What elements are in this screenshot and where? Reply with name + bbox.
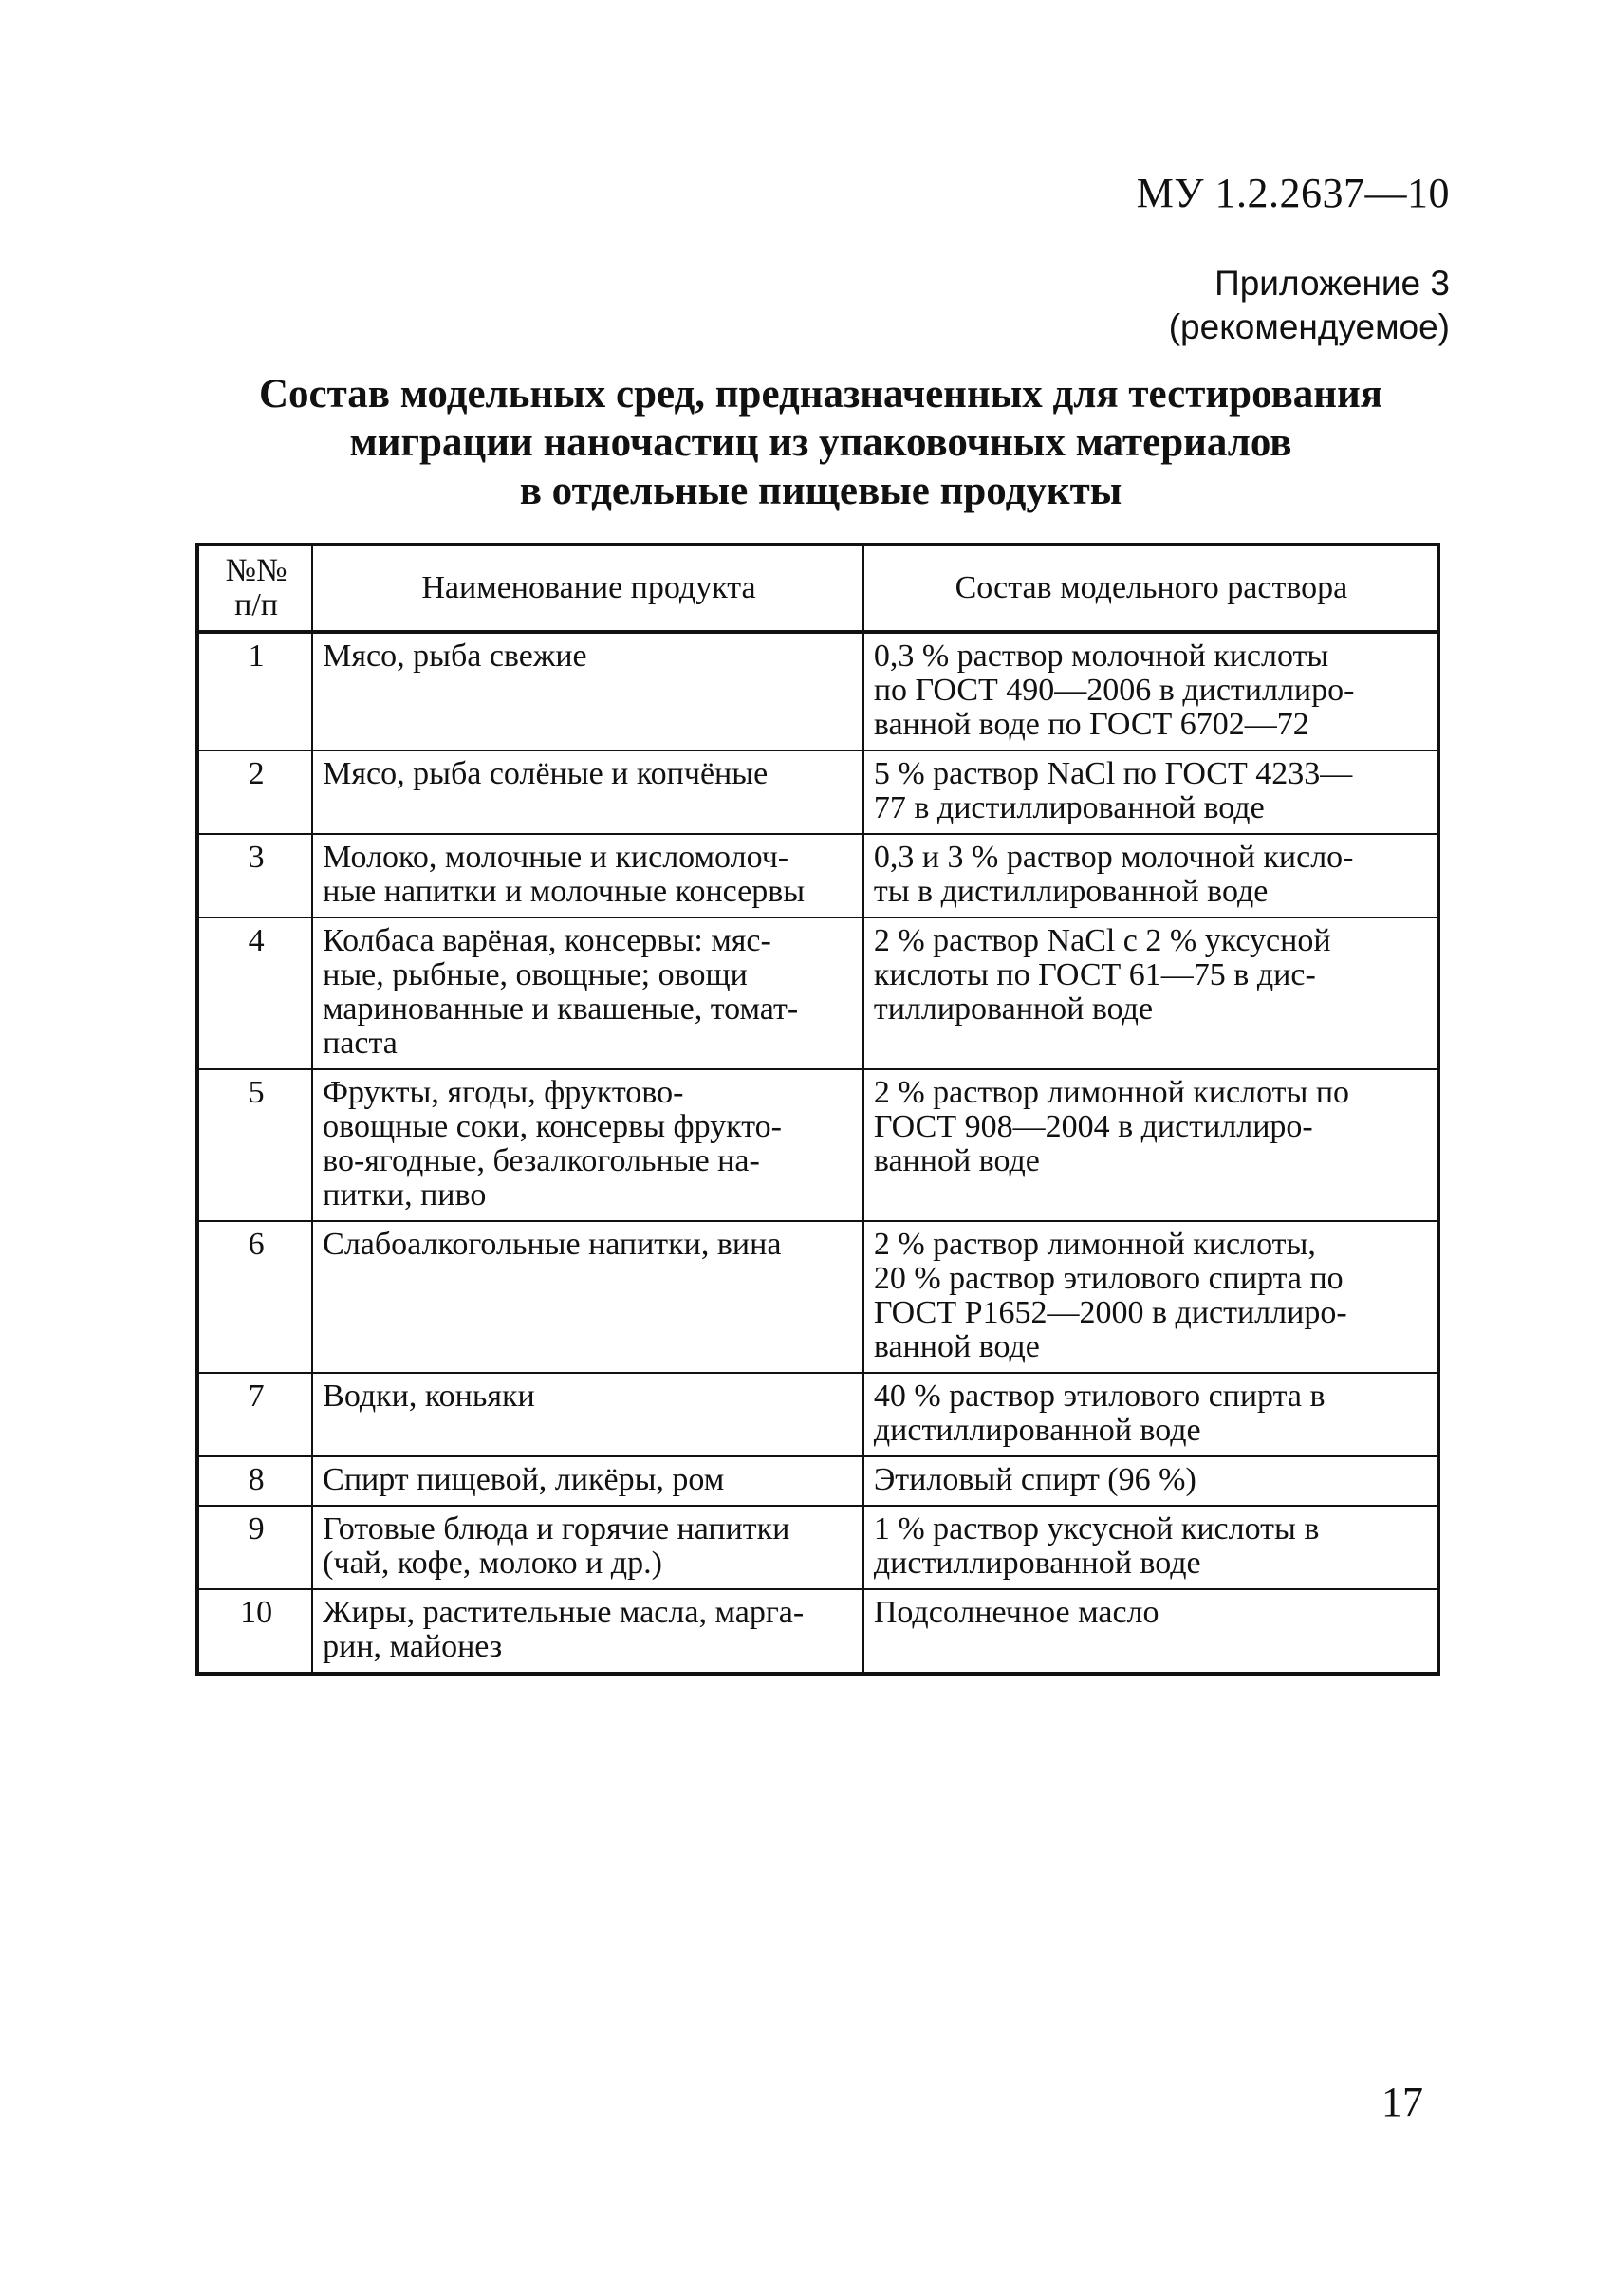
product-name: [312, 834, 863, 917]
solution-composition: [863, 1506, 1438, 1589]
header-product: Наименование продукта: [312, 545, 863, 632]
title-line-2: миграции наночастиц из упаковочных материалов: [349, 420, 1292, 465]
table-title: [190, 370, 1452, 515]
product-line: ные напитки и молочные консервы: [323, 874, 806, 909]
product-line: маринованные и квашеные, томат-: [323, 991, 799, 1027]
product-line: Молоко, молочные и кисломолоч-: [323, 840, 789, 875]
solution-line: 2 % раствор лимонной кислоты по: [873, 1075, 1350, 1110]
solution-line: Подсолнечное масло: [873, 1595, 1159, 1630]
solution-line: ванной воде по ГОСТ 6702—72: [873, 707, 1309, 742]
product-line: рин, майонез: [323, 1629, 503, 1664]
product-name: [312, 1506, 863, 1589]
appendix-label: [1169, 262, 1450, 349]
solution-line: ты в дистиллированной воде: [873, 874, 1269, 909]
product-name: [312, 1589, 863, 1674]
product-line: Слабоалкогольные напитки, вина: [323, 1227, 782, 1262]
solution-composition: [863, 750, 1438, 834]
product-line: питки, пиво: [323, 1177, 487, 1213]
product-line: Спирт пищевой, ликёры, ром: [323, 1462, 725, 1497]
appendix-status: (рекомендуемое): [1168, 307, 1450, 346]
solution-composition: [863, 1456, 1438, 1506]
product-line: ные, рыбные, овощные; овощи: [323, 957, 748, 992]
row-number: 7: [197, 1373, 312, 1456]
title-line-3: в отдельные пищевые продукты: [519, 469, 1122, 513]
product-line: (чай, кофе, молоко и др.): [323, 1546, 662, 1581]
row-number: 9: [197, 1506, 312, 1589]
solution-composition: [863, 1221, 1438, 1373]
page-number: 17: [1381, 2079, 1423, 2125]
row-number: 10: [197, 1589, 312, 1674]
table-row: [197, 1221, 1438, 1373]
solution-composition: [863, 917, 1438, 1069]
solution-line: ванной воде: [873, 1143, 1040, 1178]
table-row: [197, 1069, 1438, 1221]
row-number: 5: [197, 1069, 312, 1221]
table-row: [197, 1456, 1438, 1506]
product-name: [312, 1456, 863, 1506]
solution-line: по ГОСТ 490—2006 в дистиллиро-: [873, 673, 1355, 708]
product-name: [312, 1373, 863, 1456]
product-line: Готовые блюда и горячие напитки: [323, 1511, 790, 1546]
solution-line: дистиллированной воде: [873, 1413, 1201, 1448]
product-line: Водки, коньяки: [323, 1379, 535, 1414]
row-number: 6: [197, 1221, 312, 1373]
table-row: [197, 1506, 1438, 1589]
solution-line: 20 % раствор этилового спирта по: [873, 1261, 1344, 1296]
product-name: [312, 917, 863, 1069]
solution-composition: [863, 1373, 1438, 1456]
row-number: 1: [197, 632, 312, 750]
product-line: Жиры, растительные масла, марга-: [323, 1595, 805, 1630]
header-solution: Состав модельного раствора: [863, 545, 1438, 632]
solution-composition: [863, 1589, 1438, 1674]
product-line: Колбаса варёная, консервы: мяс-: [323, 923, 771, 958]
table-body: [197, 632, 1438, 1674]
solution-line: 40 % раствор этилового спирта в: [873, 1379, 1326, 1414]
solution-line: дистиллированной воде: [873, 1546, 1201, 1581]
row-number: 8: [197, 1456, 312, 1506]
title-line-1: Состав модельных сред, предназначенных для тестирования: [258, 372, 1383, 417]
product-line: Мясо, рыба свежие: [323, 639, 587, 674]
product-line: Мясо, рыба солёные и копчёные: [323, 756, 769, 791]
solution-line: 1 % раствор уксусной кислоты в: [873, 1511, 1320, 1546]
solution-line: ГОСТ Р1652—2000 в дистиллиро-: [873, 1295, 1347, 1330]
solution-composition: [863, 834, 1438, 917]
table-header-row: [197, 545, 1438, 632]
product-line: Фрукты, ягоды, фруктово-: [323, 1075, 684, 1110]
solution-line: ГОСТ 908—2004 в дистиллиро-: [873, 1109, 1313, 1144]
header-number: №№ п/п: [197, 545, 312, 632]
product-name: [312, 1069, 863, 1221]
solution-line: 0,3 и 3 % раствор молочной кисло-: [873, 840, 1354, 875]
document-code: МУ 1.2.2637—10: [1136, 170, 1450, 216]
solution-line: ванной воде: [873, 1329, 1040, 1364]
solution-line: 77 в дистиллированной воде: [873, 790, 1265, 825]
row-number: 2: [197, 750, 312, 834]
solution-line: тиллированной воде: [873, 991, 1154, 1027]
product-name: [312, 1221, 863, 1373]
product-line: паста: [323, 1026, 398, 1061]
solution-line: Этиловый спирт (96 %): [873, 1462, 1196, 1497]
table-row: [197, 917, 1438, 1069]
product-line: во-ягодные, безалкогольные на-: [323, 1143, 760, 1178]
table-row: [197, 834, 1438, 917]
table-row: [197, 632, 1438, 750]
solution-line: 2 % раствор лимонной кислоты,: [873, 1227, 1316, 1262]
product-line: овощные соки, консервы фрукто-: [323, 1109, 782, 1144]
product-name: [312, 750, 863, 834]
solution-line: 0,3 % раствор молочной кислоты: [873, 639, 1329, 674]
model-media-table: [195, 543, 1440, 1676]
appendix-number: Приложение 3: [1214, 264, 1450, 303]
table-row: [197, 1589, 1438, 1674]
row-number: 3: [197, 834, 312, 917]
solution-composition: [863, 1069, 1438, 1221]
solution-line: 2 % раствор NaCl с 2 % уксусной: [873, 923, 1331, 958]
row-number: 4: [197, 917, 312, 1069]
product-name: [312, 632, 863, 750]
solution-composition: [863, 632, 1438, 750]
table-row: [197, 750, 1438, 834]
solution-line: 5 % раствор NaCl по ГОСТ 4233—: [873, 756, 1353, 791]
solution-line: кислоты по ГОСТ 61—75 в дис-: [873, 957, 1316, 992]
table-row: [197, 1373, 1438, 1456]
